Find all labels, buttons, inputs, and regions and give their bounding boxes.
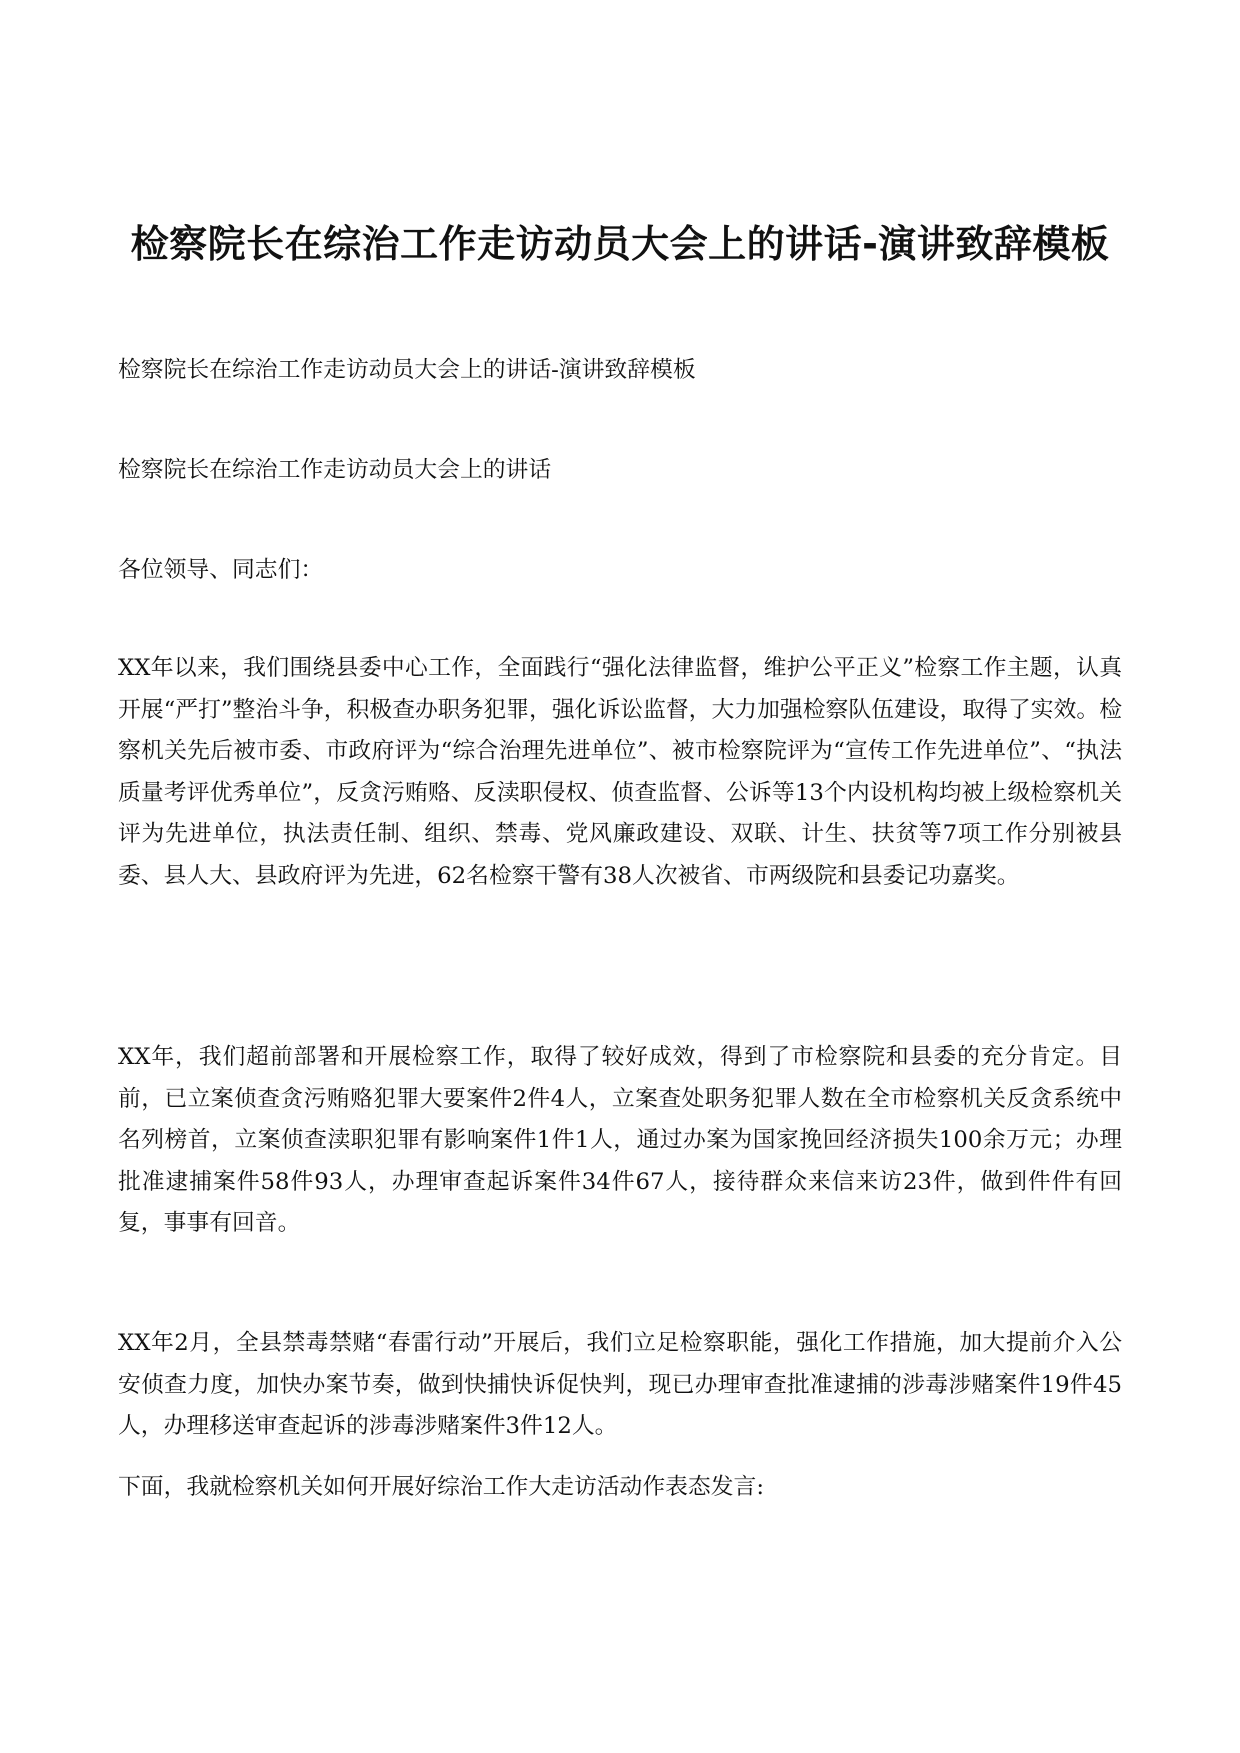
document-title: 检察院长在综治工作走访动员大会上的讲话-演讲致辞模板 <box>130 222 1110 266</box>
body-paragraph: XX年以来，我们围绕县委中心工作，全面践行“强化法律监督，维护公平正义”检察工作主题，认真开展“严打”整治斗争，积极查办职务犯罪，强化诉讼监督，大力加强检察队伍建设，取得了实效。检察机关先后被市委、市政府评为“综合治理先进单位”、被市检察院评为“宣传工作先进单位”、“执法质量考评优秀单位”，反贪污贿赂、反渎职侵权、侦查监督、公诉等13个内设机构均被上级检察机关评为先进单位，执法责任制、组织、禁毒、党风廉政建设、双联、计生、扶贫等7项工作分别被县委、县人大、县政府评为先进，62名检察干警有38人次被省、市两级院和县委记功嘉奖。 <box>118 655 1122 889</box>
body-paragraph: XX年2月，全县禁毒禁赌“春雷行动”开展后，我们立足检察职能，强化工作措施，加大提前介入公安侦查力度，加快办案节奏，做到快捕快诉促快判，现已办理审查批准逮捕的涉毒涉赌案件19件45人，办理移送审查起诉的涉毒涉赌案件3件12人。 <box>118 1330 1122 1440</box>
subtitle-line: 检察院长在综治工作走访动员大会上的讲话-演讲致辞模板 <box>118 357 696 383</box>
speech-title: 检察院长在综治工作走访动员大会上的讲话 <box>118 457 552 483</box>
body-paragraph: 下面，我就检察机关如何开展好综治工作大走访活动作表态发言: <box>118 1474 764 1500</box>
greeting: 各位领导、同志们： <box>118 557 324 583</box>
body-paragraph: XX年，我们超前部署和开展检察工作，取得了较好成效，得到了市检察院和县委的充分肯定。目前，已立案侦查贪污贿赂犯罪大要案件2件4人，立案查处职务犯罪人数在全市检察机关反贪系统中名列榜首，立案侦查渎职犯罪有影响案件1件1人，通过办案为国家挽回经济损失100余万元；办理批准逮捕案件58件93人，办理审查起诉案件34件67人，接待群众来信来访23件，做到件件有回复，事事有回音。 <box>118 1044 1122 1237</box>
